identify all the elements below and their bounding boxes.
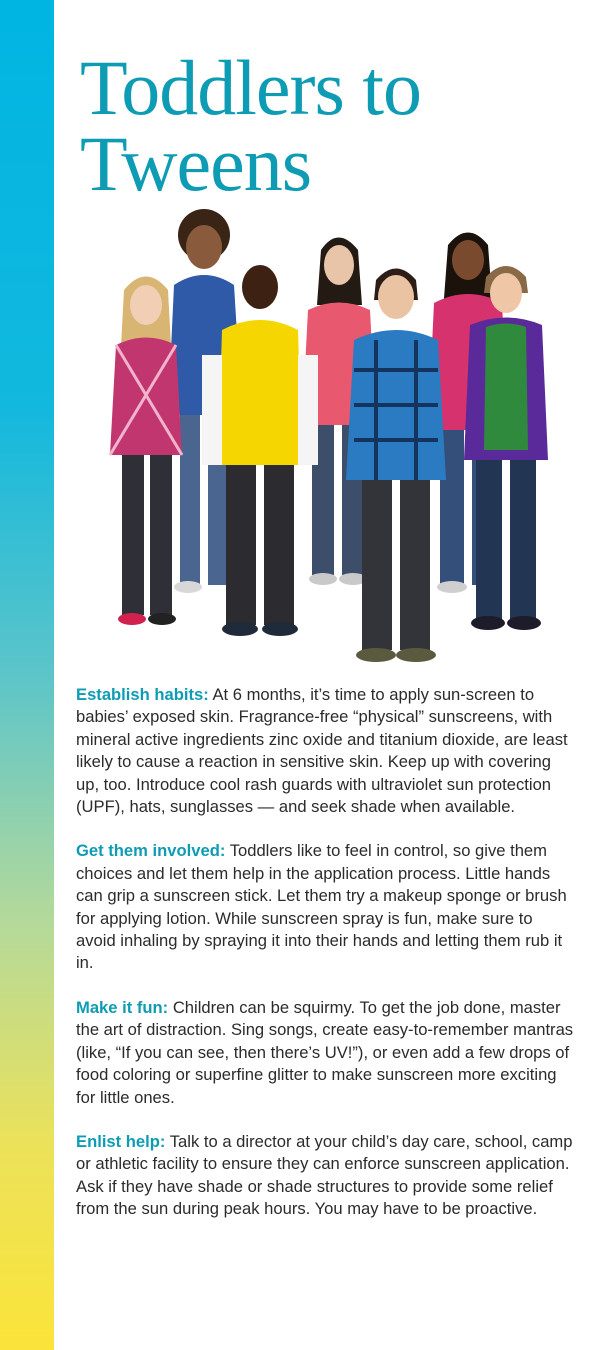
article-body xyxy=(76,684,576,1243)
section-heading: Enlist help: xyxy=(76,1131,166,1151)
section-text: Toddlers like to feel in control, so give them choices and let them help in the application process. Little hands can grip a sunscreen stick. Let them try a makeup sponge or brush for applying lotion. While sunscreen spray is fun, make sure to avoid inhaling by spraying it into their hands and letting them rub it in. xyxy=(76,841,567,973)
child-figure xyxy=(110,277,182,626)
side-gradient-bar xyxy=(0,0,54,1350)
section-heading: Get them involved: xyxy=(76,841,226,861)
section-enlist-help xyxy=(76,1131,576,1221)
section-get-them-involved xyxy=(76,840,576,974)
section-text: Children can be squirmy. To get the job done, master the art of distraction. Sing songs, create easy-to-remember mantras (like, “If you can see, then there’s UV!”), or even add a few drops of food coloring or superfine glitter to make sunscreen more exciting for little ones. xyxy=(76,997,574,1107)
section-text: Talk to a director at your child’s day care, school, camp or athletic facility to ensure they can enforce sunscreen application. Ask if they have shade or shade structures to provide some relief from the sun during peak hours. You may have to be proactive. xyxy=(76,1131,573,1219)
group-of-children-photo xyxy=(76,195,582,673)
section-text: At 6 months, it’s time to apply sun-screen to babies’ exposed skin. Fragrance-free “physical” sunscreens, with mineral active ingredients zinc oxide and titanium dioxide, are least likely to cause a reaction in sensitive skin. Keep up with covering up, too. Introduce cool rash guards with ultraviolet sun protection (UPF), hats, sunglasses — and seek shade when available. xyxy=(76,685,568,817)
section-heading: Make it fun: xyxy=(76,997,169,1017)
section-establish-habits xyxy=(76,684,576,818)
section-make-it-fun xyxy=(76,997,576,1109)
page-title xyxy=(80,44,421,207)
title-line-1: Toddlers to xyxy=(80,44,421,131)
section-heading: Establish habits: xyxy=(76,685,209,704)
title-line-2: Tweens xyxy=(80,120,312,207)
